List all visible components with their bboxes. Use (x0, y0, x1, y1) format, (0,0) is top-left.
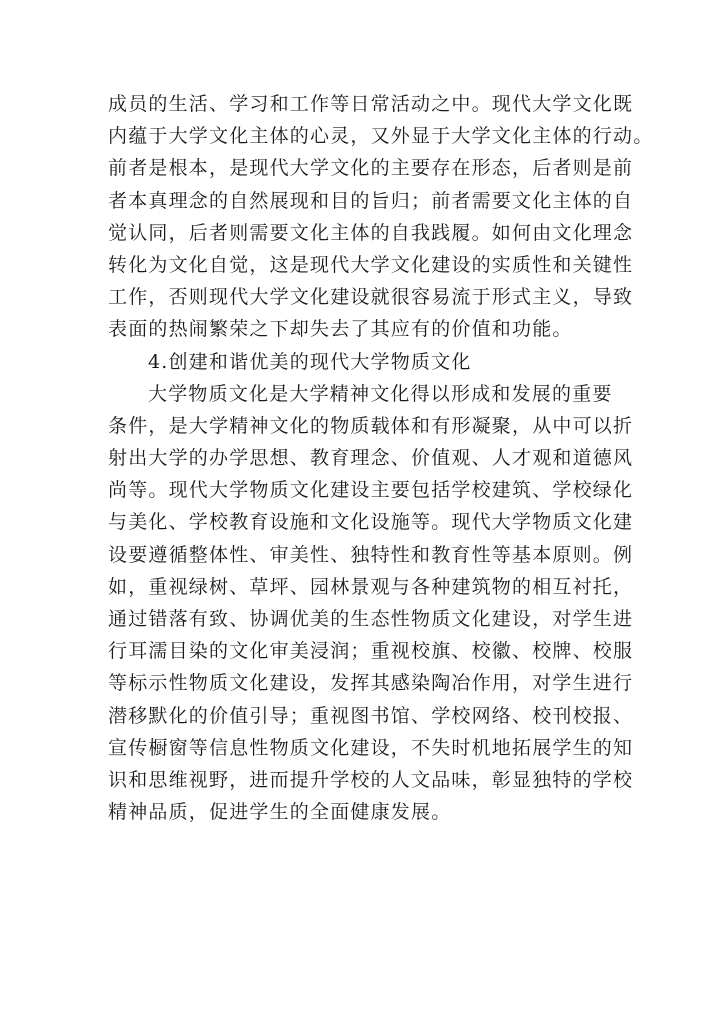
section-heading: 4.创建和谐优美的现代大学物质文化 (148, 350, 472, 373)
text-line: 潜移默化的价值引导；重视图书馆、学校网络、校刊校报、 (108, 704, 634, 727)
text-line: 大学物质文化是大学精神文化得以形成和发展的重要 (148, 382, 613, 405)
text-line: 成员的生活、学习和工作等日常活动之中。现代大学文化既 (108, 93, 634, 115)
text-line: 射出大学的办学思想、教育理念、价值观、人才观和道德风 (108, 447, 634, 470)
text-line: 转化为文化自觉，这是现代大学文化建设的实质性和关键性 (108, 253, 634, 276)
text-line: 如，重视绿树、草坪、园林景观与各种建筑物的相互衬托， (108, 575, 634, 598)
text-line: 内蕴于大学文化主体的心灵，又外显于大学文化主体的行动。 (108, 125, 654, 148)
text-line: 与美化、学校教育设施和文化设施等。现代大学物质文化建 (108, 511, 634, 534)
text-line: 宣传橱窗等信息性物质文化建设，不失时机地拓展学生的知 (108, 736, 634, 759)
text-line: 通过错落有致、协调优美的生态性物质文化建设，对学生进 (108, 608, 634, 630)
text-line: 者本真理念的自然展现和目的旨归；前者需要文化主体的自 (108, 189, 634, 212)
text-line: 表面的热闹繁荣之下却失去了其应有的价值和功能。 (108, 318, 573, 341)
text-line: 等标示性物质文化建设，发挥其感染陶冶作用，对学生进行 (108, 672, 634, 695)
text-line: 行耳濡目染的文化审美浸润；重视校旗、校徽、校牌、校服 (108, 640, 634, 663)
body-text (108, 88, 654, 828)
text-line: 前者是根本，是现代大学文化的主要存在形态，后者则是前 (108, 157, 634, 180)
text-line: 觉认同，后者则需要文化主体的自我践履。如何由文化理念 (108, 221, 634, 244)
text-line: 尚等。现代大学物质文化建设主要包括学校建筑、学校绿化 (108, 479, 634, 502)
text-line: 设要遵循整体性、审美性、独特性和教育性等基本原则。例 (108, 543, 634, 566)
text-line: 识和思维视野，进而提升学校的人文品味，彰显独特的学校 (108, 768, 634, 791)
text-line: 精神品质，促进学生的全面健康发展。 (108, 801, 452, 824)
text-line: 条件，是大学精神文化的物质载体和有形凝聚，从中可以折 (108, 414, 634, 437)
text-line: 工作，否则现代大学文化建设就很容易流于形式主义，导致 (108, 286, 634, 309)
